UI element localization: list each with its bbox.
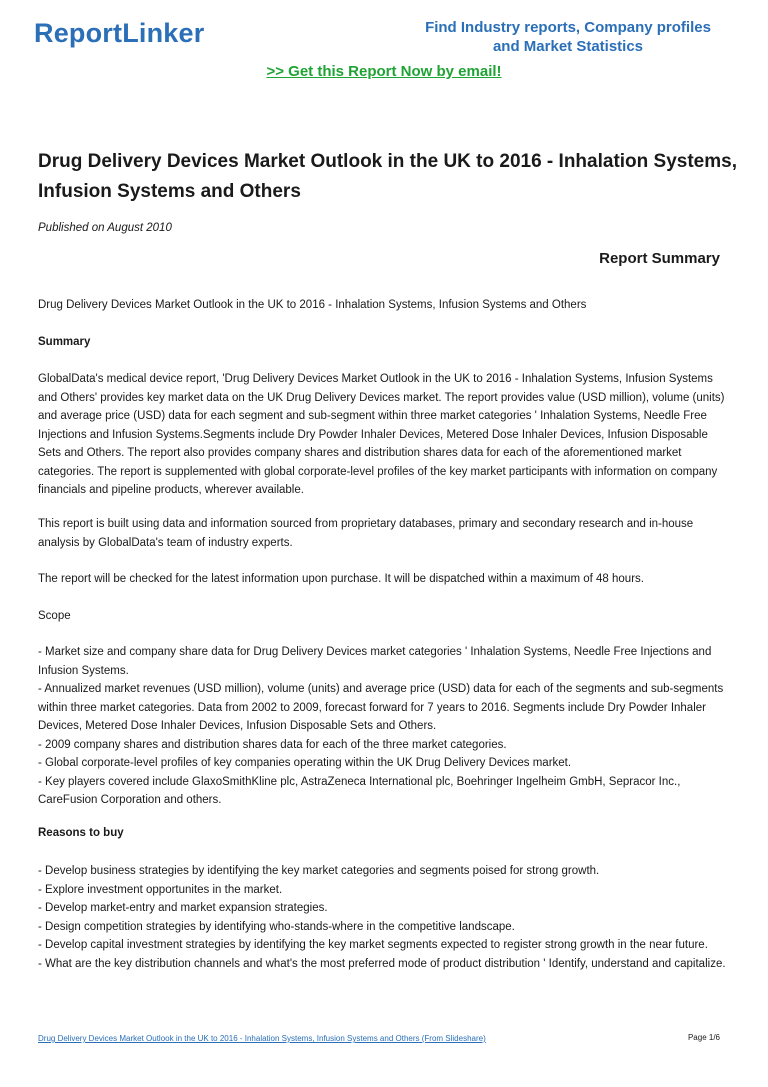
report-summary-heading: Report Summary [599, 250, 720, 267]
tagline-line-1: Find Industry reports, Company profiles [425, 19, 711, 36]
get-report-link[interactable]: >> Get this Report Now by email! [266, 63, 502, 80]
list-item: - Global corporate-level profiles of key companies operating within the UK Drug Delivery Devices market. [38, 757, 572, 769]
list-item: - Market size and company share data for Drug Delivery Devices market categories ' Inhalation Systems, Needle Free Injections and Infusion Systems. [38, 646, 712, 677]
reasons-heading: Reasons to buy [38, 827, 124, 839]
list-item: - Develop capital investment strategies by identifying the key market segments expected to register strong growth in the near future. [38, 939, 708, 951]
header-tagline [398, 18, 738, 56]
list-item: - What are the key distribution channels and what's the most preferred mode of product distribution ' Identify, understand and capitalize. [38, 957, 726, 970]
summary-heading: Summary [38, 336, 91, 348]
scope-heading: Scope [38, 610, 71, 622]
summary-paragraph-3: The report will be checked for the latest information upon purchase. It will be dispatched within a maximum of 48 hours. [38, 573, 644, 585]
list-item: - 2009 company shares and distribution shares data for each of the three market categories. [38, 738, 507, 751]
reportlinker-logo[interactable]: ReportLinker [34, 18, 205, 48]
summary-paragraph-1: GlobalData's medical device report, 'Drug Delivery Devices Market Outlook in the UK to 2016 - Inhalation Systems, Infusion Systems and Others' provides key market data on the UK Drug Delivery Devices market. The report provides value (USD million), volume (units) and average price (USD) data for each segment and sub-segment within three market categories ' Inhalation Systems, Needle Free Injections and Infusion Systems.Segments include Dry Powder Inhaler Devices, Metered Dose Inhaler Devices, Infusion Disposable Sets and Others. The report also provides company shares and distribution shares data for each of the aforementioned market categories. The report is supplemented with global corporate-level profiles of the key market participants with information on company financials and pipeline products, wherever available. [38, 373, 725, 496]
tagline-line-2: and Market Statistics [492, 38, 644, 55]
report-title: Drug Delivery Devices Market Outlook in the UK to 2016 - Inhalation Systems, Infusion Systems and Others [38, 151, 737, 202]
list-item: - Explore investment opportunites in the market. [38, 883, 283, 896]
list-item: - Develop market-entry and market expansion strategies. [38, 902, 328, 914]
list-item: - Key players covered include GlaxoSmithKline plc, AstraZeneca International plc, Boehringer Ingelheim GmbH, Sepracor Inc., CareFusion Corporation and others. [38, 775, 681, 806]
list-item: - Develop business strategies by identifying the key market categories and segments poised for strong growth. [38, 865, 600, 877]
page-number: Page 1/6 [687, 1033, 720, 1042]
published-date: Published on August 2010 [38, 222, 172, 234]
reasons-list [38, 862, 730, 973]
list-item: - Design competition strategies by identifying who-stands-where in the competitive landscape. [38, 920, 515, 933]
scope-list [38, 643, 730, 810]
list-item: - Annualized market revenues (USD million), volume (units) and average price (USD) data for each of the segments and sub-segments within three market categories. Data from 2002 to 2009, forecast forward for 7 years to 2016. Segments include Dry Powder Inhaler Devices, Metered Dose Inhaler Devices, Infusion Disposable Sets and Others. [38, 683, 724, 732]
summary-paragraph-2: This report is built using data and information sourced from proprietary databases, primary and secondary research and in-house analysis by GlobalData's team of industry experts. [38, 518, 694, 549]
intro-text: Drug Delivery Devices Market Outlook in the UK to 2016 - Inhalation Systems, Infusion Systems and Others [38, 299, 587, 311]
footer-source-link[interactable]: Drug Delivery Devices Market Outlook in the UK to 2016 - Inhalation Systems, Infusion Systems and Others (From Slideshare) [38, 1034, 486, 1043]
